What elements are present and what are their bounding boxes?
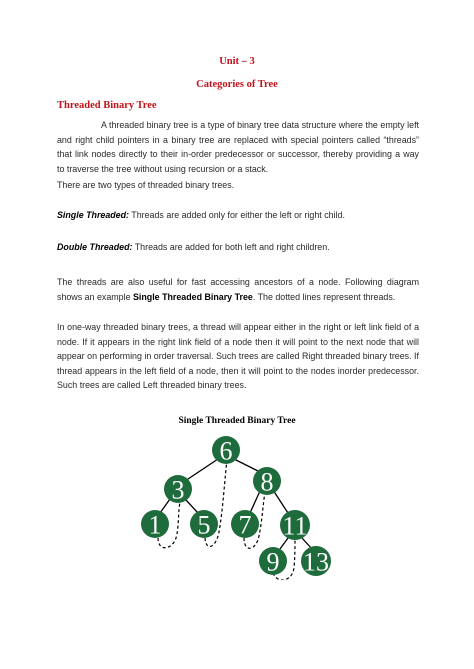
- tree-node-3: [164, 475, 192, 505]
- node-label-8: 8: [260, 467, 274, 497]
- edge-6-8: [234, 459, 260, 472]
- single-threaded-text: Threads are added only for either the left or right child.: [129, 210, 345, 220]
- node-label-3: 3: [171, 475, 185, 505]
- tree-node-8: [253, 467, 281, 497]
- node-label-5: 5: [197, 510, 211, 540]
- threads-paragraph: [57, 275, 419, 304]
- tree-diagram: [0, 430, 474, 580]
- intro-paragraph: A threaded binary tree is a type of binary tree data structure where the empty left and right child pointers in a binary tree are replaced with special pointers called “threads” that link nodes directly to their in-order predecessor or successor, thereby providing a way to traverse the tree without using recursion or a stack.: [57, 120, 419, 174]
- threads-text-before: The threads are also useful for fast accessing ancestors of a node. Following diagram shows an example: [57, 277, 419, 302]
- node-label-6: 6: [219, 436, 233, 466]
- tree-node-5: [190, 510, 218, 540]
- one-way-paragraph: In one-way threaded binary trees, a thread will appear either in the right or left link field of a node. If it appears in the right link field of a node then it will point to the next node that will appear on performing in order traversal. Such trees are called Right threaded binary trees. If thread appears in the left field of a node, then it will point to the nodes inorder predecessor. Such trees are called Left threaded binary trees.: [57, 322, 419, 390]
- node-label-1: 1: [148, 510, 162, 540]
- tree-node-7: [231, 510, 259, 540]
- tree-node-13: [301, 546, 331, 577]
- unit-heading: Unit – 3: [219, 56, 255, 67]
- tree-node-1: [141, 510, 169, 540]
- section-title: Threaded Binary Tree: [57, 100, 157, 111]
- edge-8-11: [273, 490, 288, 513]
- double-threaded-text: Threads are added for both left and right children.: [132, 242, 330, 252]
- category-heading: Categories of Tree: [196, 79, 278, 90]
- edge-6-3: [185, 459, 218, 481]
- tree-node-9: [259, 547, 287, 577]
- tree-node-6: [212, 436, 240, 466]
- node-label-11: 11: [282, 511, 308, 541]
- node-label-13: 13: [303, 547, 329, 577]
- tree-node-11: [280, 510, 310, 541]
- single-threaded-definition: [57, 208, 419, 223]
- threads-highlight: Single Threaded Binary Tree: [132, 291, 253, 302]
- diagram-title: Single Threaded Binary Tree: [178, 416, 296, 426]
- threads-text-after: . The dotted lines represent threads.: [252, 291, 396, 302]
- node-label-7: 7: [238, 510, 252, 540]
- node-label-9: 9: [266, 547, 280, 577]
- double-threaded-term: Double Threaded:: [57, 242, 133, 252]
- edge-3-1: [160, 499, 170, 513]
- single-threaded-term: Single Threaded:: [57, 210, 129, 220]
- edge-8-7: [250, 491, 260, 513]
- edge-3-5: [186, 500, 198, 513]
- double-threaded-definition: [57, 240, 419, 255]
- types-intro-paragraph: There are two types of threaded binary trees.: [57, 180, 235, 190]
